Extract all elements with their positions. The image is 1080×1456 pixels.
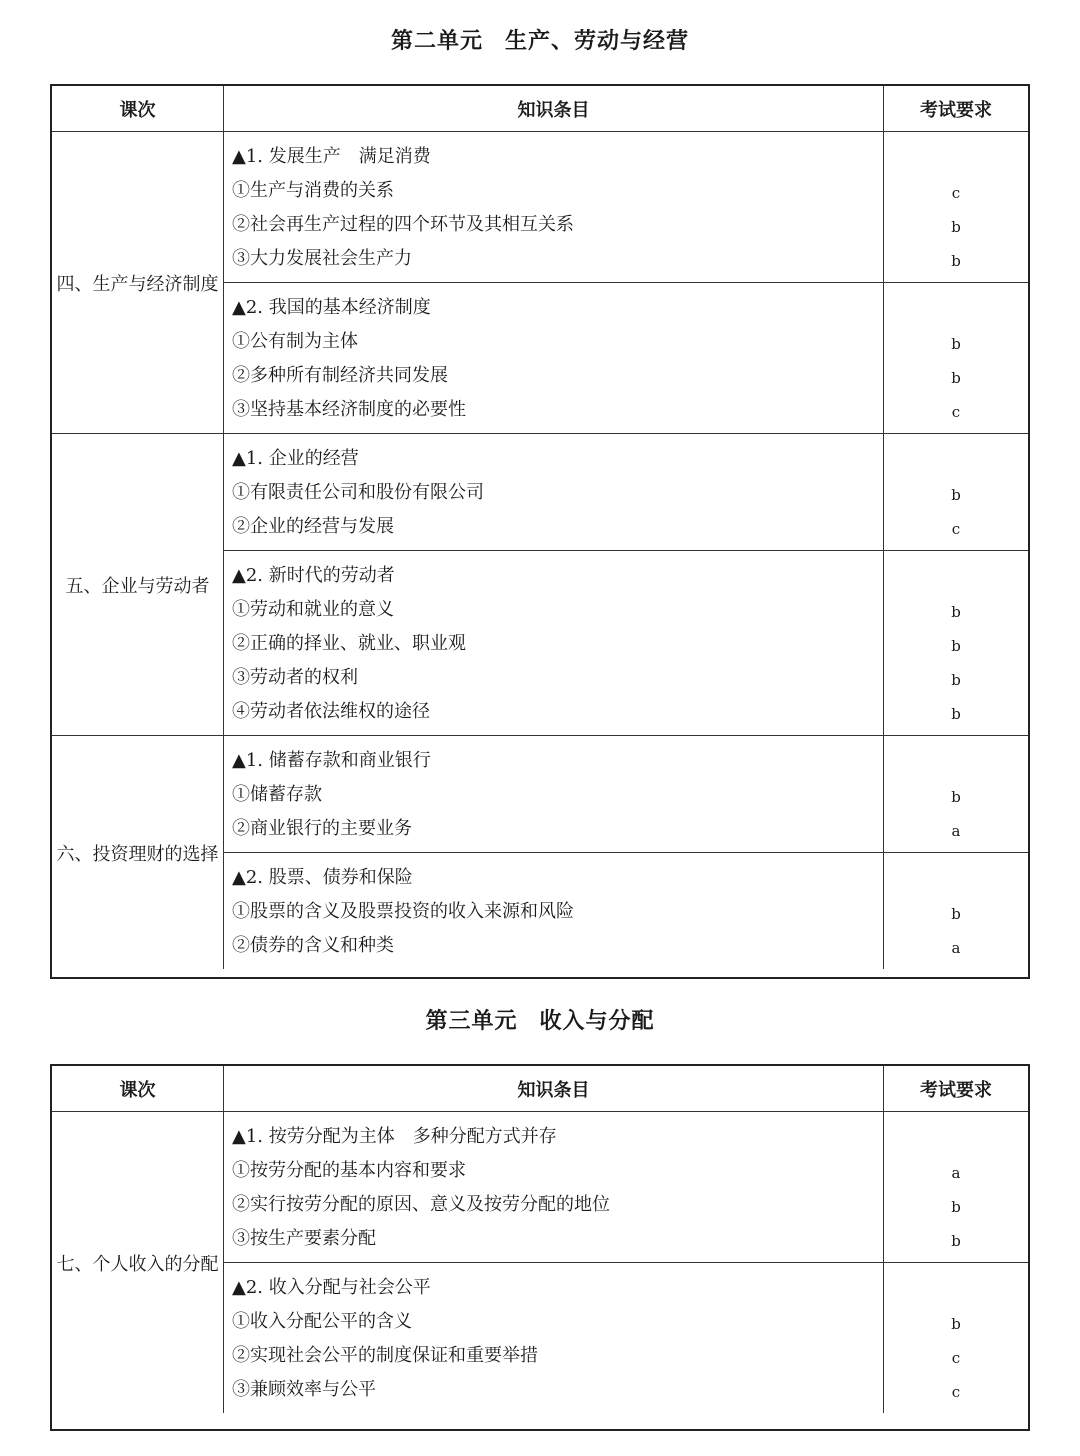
section-heading: ▲2. 收入分配与社会公平 bbox=[232, 1277, 431, 1298]
requirement-level: a bbox=[951, 822, 961, 840]
header-requirement: 考试要求 bbox=[920, 99, 992, 121]
lesson-sections bbox=[224, 132, 1028, 433]
requirement-level: c bbox=[951, 1383, 961, 1401]
header-lesson: 课次 bbox=[52, 86, 224, 131]
requirement-level: b bbox=[951, 486, 961, 504]
unit2-table bbox=[50, 84, 1030, 979]
knowledge-items bbox=[224, 283, 884, 433]
section-heading: ▲2. 我国的基本经济制度 bbox=[232, 297, 431, 318]
requirement-empty bbox=[884, 559, 1028, 593]
requirement-level: b bbox=[951, 905, 961, 923]
knowledge-items bbox=[224, 434, 884, 550]
section-heading: ▲1. 企业的经营 bbox=[232, 448, 359, 469]
requirement-level: c bbox=[951, 520, 961, 538]
knowledge-item: ③坚持基本经济制度的必要性 bbox=[232, 399, 466, 420]
knowledge-items bbox=[224, 132, 884, 282]
section-heading: ▲2. 新时代的劳动者 bbox=[232, 565, 395, 586]
knowledge-item: ③大力发展社会生产力 bbox=[232, 248, 412, 269]
requirement-level: c bbox=[951, 1349, 961, 1367]
section-heading: ▲1. 储蓄存款和商业银行 bbox=[232, 750, 431, 771]
knowledge-section bbox=[224, 853, 1028, 969]
knowledge-item: ①股票的含义及股票投资的收入来源和风险 bbox=[232, 901, 574, 922]
knowledge-section bbox=[224, 283, 1028, 433]
knowledge-item: ①收入分配公平的含义 bbox=[232, 1311, 412, 1332]
requirement-level: b bbox=[951, 369, 961, 387]
requirement-level: b bbox=[951, 603, 961, 621]
requirement-empty bbox=[884, 291, 1028, 325]
header-knowledge: 知识条目 bbox=[224, 86, 884, 131]
lesson-name: 六、投资理财的选择 bbox=[52, 736, 224, 969]
knowledge-section bbox=[224, 551, 1028, 735]
header-requirement: 考试要求 bbox=[920, 1079, 992, 1101]
unit2-title-number: 第二单元 bbox=[390, 29, 483, 54]
knowledge-item: ①公有制为主体 bbox=[232, 331, 358, 352]
requirement-items bbox=[884, 434, 1028, 550]
knowledge-item: ③劳动者的权利 bbox=[232, 667, 358, 688]
knowledge-section bbox=[224, 434, 1028, 551]
requirement-items bbox=[884, 736, 1028, 852]
requirement-empty bbox=[884, 861, 1028, 895]
requirement-empty bbox=[884, 744, 1028, 778]
requirement-items bbox=[884, 853, 1028, 969]
requirement-items bbox=[884, 283, 1028, 433]
unit3-table bbox=[50, 1064, 1030, 1431]
unit3-title-name: 收入与分配 bbox=[539, 1009, 655, 1034]
knowledge-item: ②债券的含义和种类 bbox=[232, 935, 394, 956]
requirement-level: b bbox=[951, 218, 961, 236]
knowledge-item: ②实现社会公平的制度保证和重要举措 bbox=[232, 1345, 538, 1366]
knowledge-item: ①有限责任公司和股份有限公司 bbox=[232, 482, 484, 503]
lesson-row bbox=[52, 736, 1028, 969]
knowledge-section bbox=[224, 736, 1028, 853]
requirement-empty bbox=[884, 1120, 1028, 1154]
requirement-level: b bbox=[951, 1315, 961, 1333]
knowledge-items bbox=[224, 1112, 884, 1262]
requirement-items bbox=[884, 132, 1028, 282]
knowledge-item: ②实行按劳分配的原因、意义及按劳分配的地位 bbox=[232, 1194, 610, 1215]
requirement-level: b bbox=[951, 705, 961, 723]
requirement-level: b bbox=[951, 671, 961, 689]
requirement-level: b bbox=[951, 252, 961, 270]
knowledge-items bbox=[224, 1263, 884, 1413]
requirement-level: a bbox=[951, 939, 961, 957]
header-lesson: 课次 bbox=[52, 1066, 224, 1111]
knowledge-item: ③兼顾效率与公平 bbox=[232, 1379, 376, 1400]
knowledge-item: ④劳动者依法维权的途径 bbox=[232, 701, 430, 722]
knowledge-item: ②正确的择业、就业、职业观 bbox=[232, 633, 466, 654]
knowledge-section bbox=[224, 1112, 1028, 1263]
requirement-level: c bbox=[951, 403, 961, 421]
knowledge-item: ②多种所有制经济共同发展 bbox=[232, 365, 448, 386]
requirement-items bbox=[884, 551, 1028, 735]
requirement-level: b bbox=[951, 637, 961, 655]
requirement-empty bbox=[884, 442, 1028, 476]
unit2-title bbox=[0, 24, 1080, 55]
unit3-title-number: 第三单元 bbox=[425, 1009, 518, 1034]
lesson-sections bbox=[224, 736, 1028, 969]
knowledge-items bbox=[224, 736, 884, 852]
lesson-row bbox=[52, 132, 1028, 434]
unit2-title-name: 生产、劳动与经营 bbox=[505, 29, 690, 54]
requirement-level: a bbox=[951, 1164, 961, 1182]
lesson-name: 七、个人收入的分配 bbox=[52, 1112, 224, 1413]
knowledge-item: ①储蓄存款 bbox=[232, 784, 322, 805]
requirement-level: b bbox=[951, 788, 961, 806]
knowledge-item: ③按生产要素分配 bbox=[232, 1228, 376, 1249]
unit3-title bbox=[0, 1004, 1080, 1035]
table-header-row bbox=[52, 1066, 1028, 1112]
requirement-level: b bbox=[951, 335, 961, 353]
lesson-row bbox=[52, 1112, 1028, 1413]
lesson-row bbox=[52, 434, 1028, 736]
requirement-level: b bbox=[951, 1232, 961, 1250]
requirement-empty bbox=[884, 1271, 1028, 1305]
section-heading: ▲1. 发展生产 满足消费 bbox=[232, 146, 431, 167]
lesson-name: 四、生产与经济制度 bbox=[52, 132, 224, 433]
knowledge-section bbox=[224, 1263, 1028, 1413]
lesson-sections bbox=[224, 434, 1028, 735]
requirement-items bbox=[884, 1263, 1028, 1413]
section-heading: ▲2. 股票、债券和保险 bbox=[232, 867, 413, 888]
knowledge-items bbox=[224, 853, 884, 969]
header-knowledge: 知识条目 bbox=[224, 1066, 884, 1111]
knowledge-item: ②商业银行的主要业务 bbox=[232, 818, 412, 839]
lesson-sections bbox=[224, 1112, 1028, 1413]
knowledge-item: ②社会再生产过程的四个环节及其相互关系 bbox=[232, 214, 574, 235]
knowledge-items bbox=[224, 551, 884, 735]
requirement-level: b bbox=[951, 1198, 961, 1216]
section-heading: ▲1. 按劳分配为主体 多种分配方式并存 bbox=[232, 1126, 557, 1147]
knowledge-item: ①劳动和就业的意义 bbox=[232, 599, 394, 620]
lesson-name: 五、企业与劳动者 bbox=[52, 434, 224, 735]
requirement-items bbox=[884, 1112, 1028, 1262]
table-header-row bbox=[52, 86, 1028, 132]
knowledge-item: ②企业的经营与发展 bbox=[232, 516, 394, 537]
knowledge-section bbox=[224, 132, 1028, 283]
requirement-level: c bbox=[951, 184, 961, 202]
knowledge-item: ①生产与消费的关系 bbox=[232, 180, 394, 201]
requirement-empty bbox=[884, 140, 1028, 174]
knowledge-item: ①按劳分配的基本内容和要求 bbox=[232, 1160, 466, 1181]
